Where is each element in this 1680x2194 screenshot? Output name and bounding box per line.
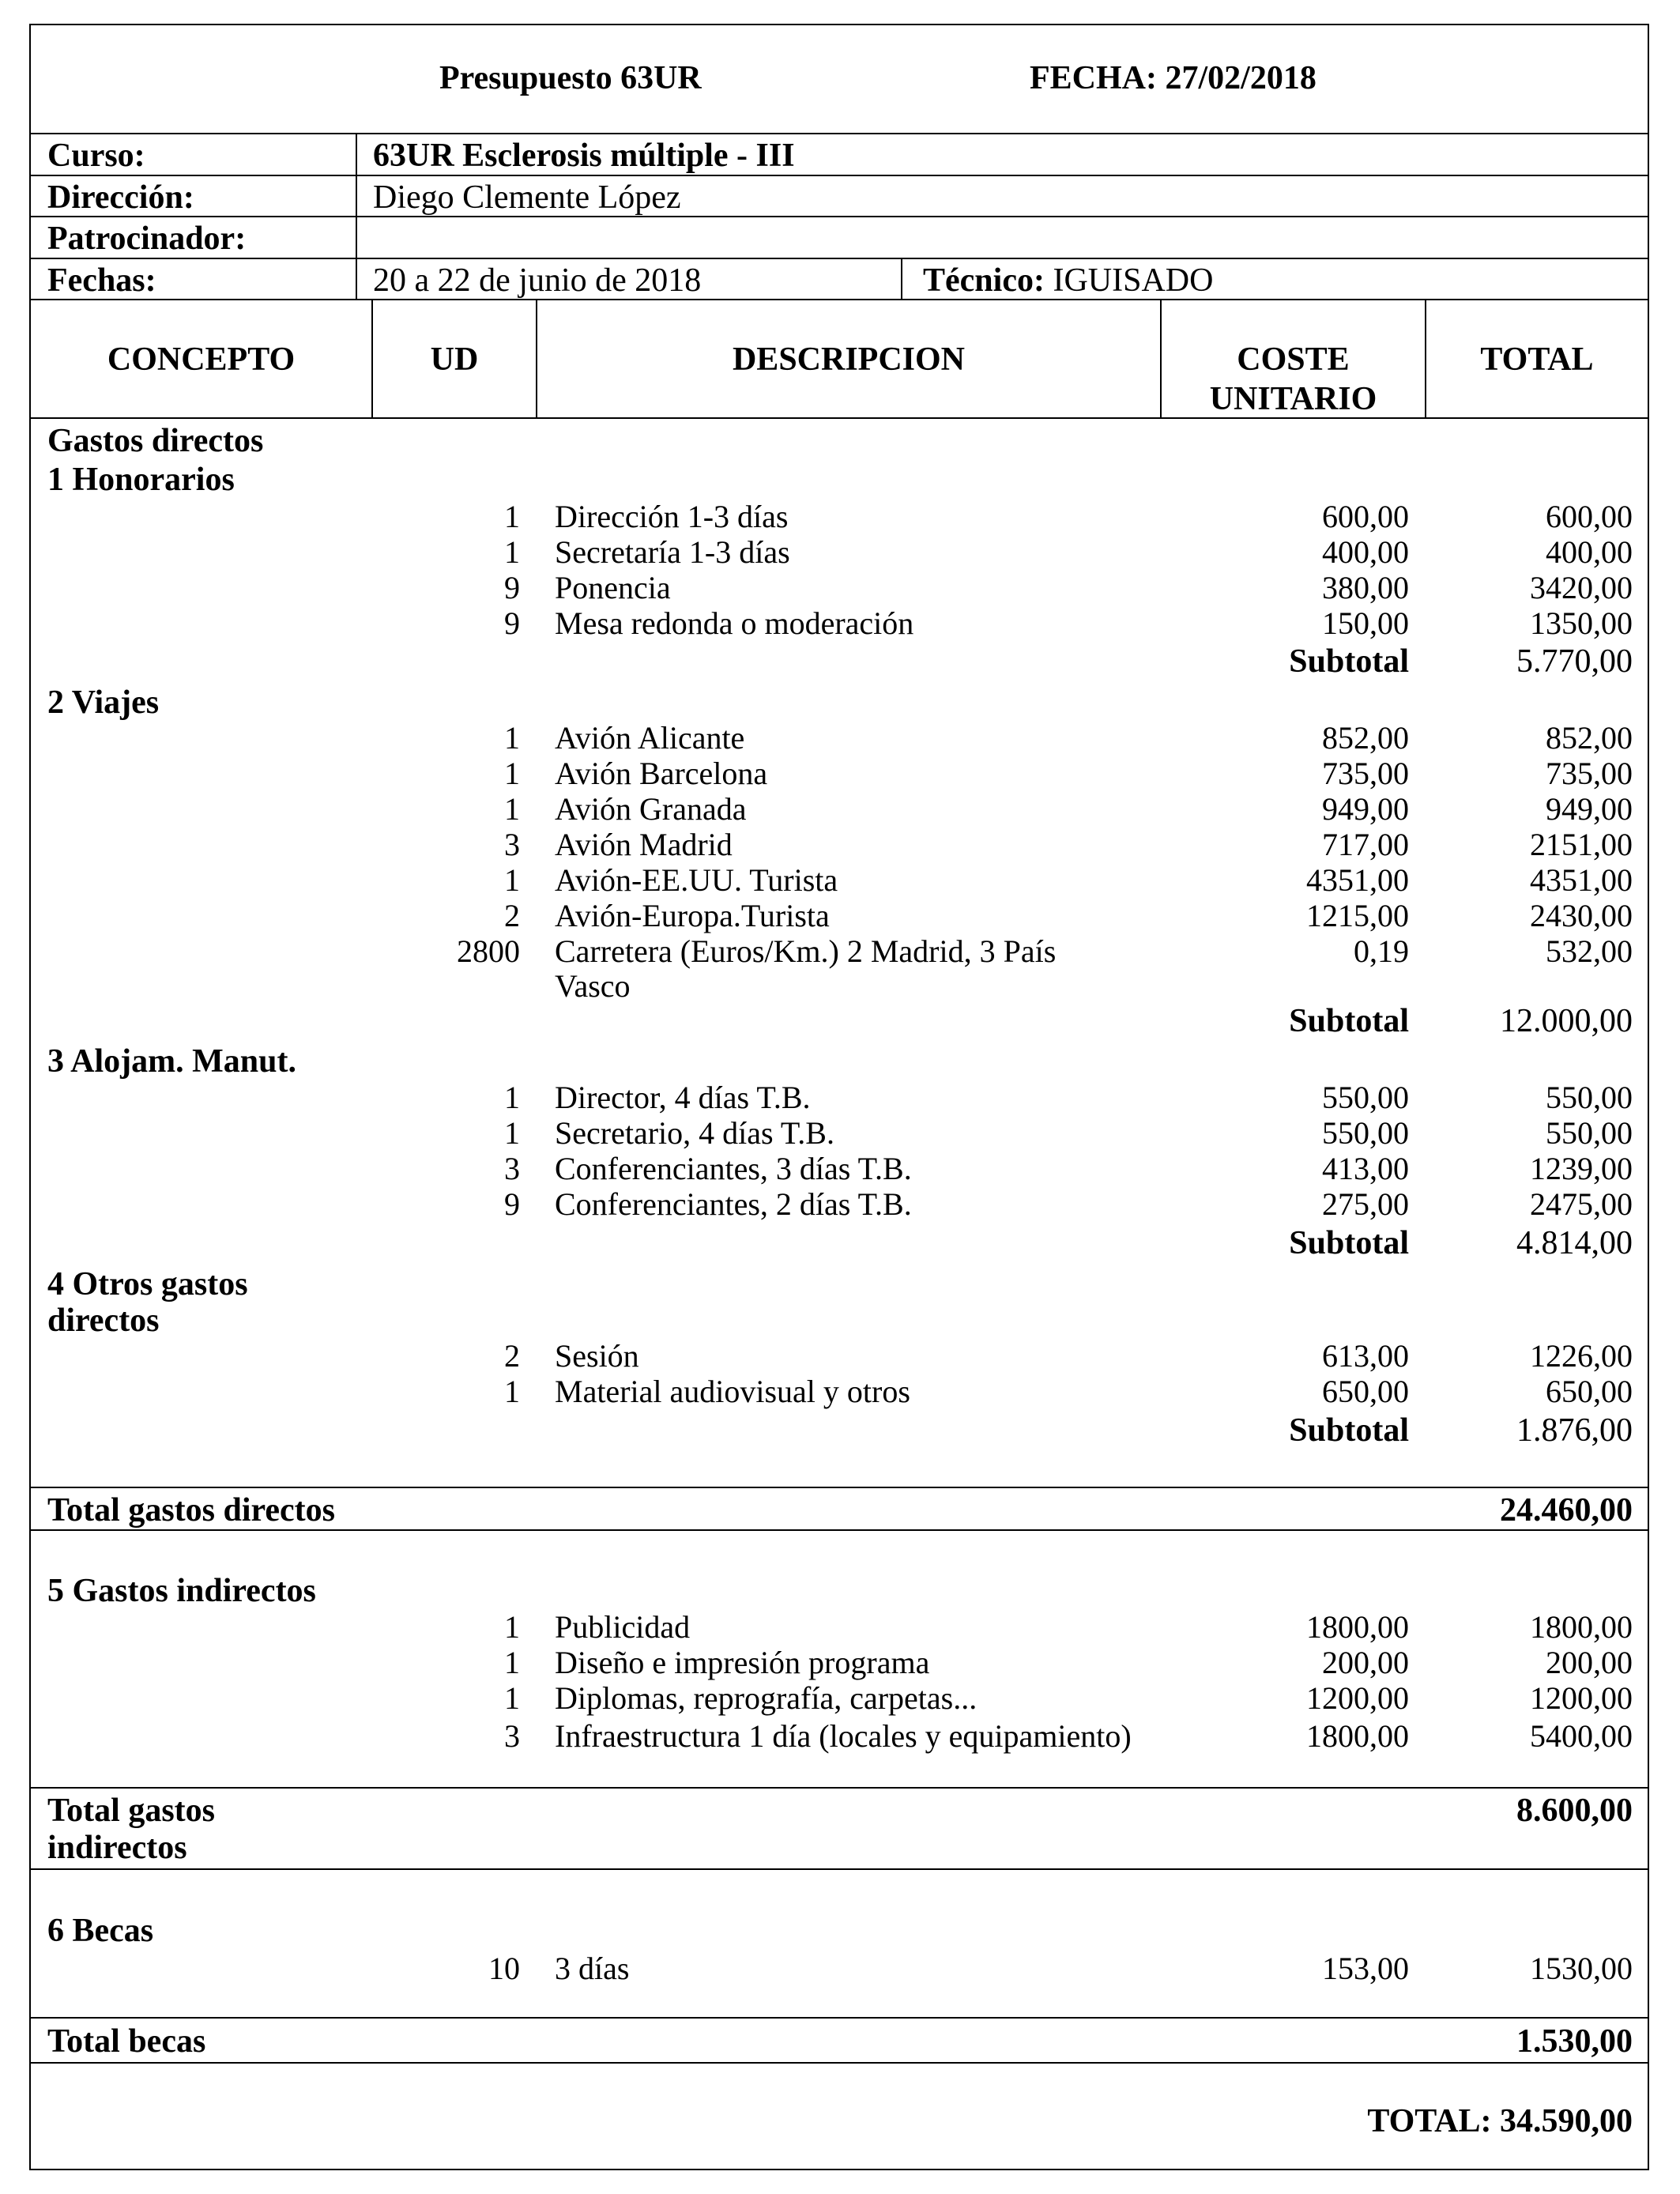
subtotal-value: 5.770,00 (1516, 643, 1633, 680)
row-total: 650,00 (1546, 1374, 1633, 1409)
patrocinador-label: Patrocinador: (47, 221, 247, 257)
row-desc: Avión-EE.UU. Turista (555, 862, 838, 898)
subtotal-value: 12.000,00 (1500, 1003, 1633, 1039)
row-ud: 1 (504, 534, 520, 570)
section-viajes-title: 2 Viajes (47, 684, 160, 721)
row-total: 1200,00 (1530, 1680, 1633, 1716)
total-becas-label: Total becas (47, 2023, 206, 2060)
row-total: 1800,00 (1530, 1609, 1633, 1645)
subtotal-label: Subtotal (1289, 643, 1409, 680)
row-total: 1226,00 (1530, 1338, 1633, 1374)
row-ud: 1 (504, 1080, 520, 1115)
row-ud: 9 (504, 570, 520, 605)
total-becas-value: 1.530,00 (1516, 2023, 1633, 2060)
row-ud: 2 (504, 1338, 520, 1374)
subtotal-value: 4.814,00 (1516, 1225, 1633, 1261)
row-coste: 153,00 (1322, 1951, 1409, 1986)
row-desc: Publicidad (555, 1609, 691, 1645)
row-total: 3420,00 (1530, 570, 1633, 605)
row-desc: Carretera (Euros/Km.) 2 Madrid, 3 País (555, 933, 1057, 969)
row-ud: 1 (504, 1374, 520, 1409)
row-ud: 1 (504, 791, 520, 827)
row-total: 1350,00 (1530, 605, 1633, 641)
row-total: 1239,00 (1530, 1151, 1633, 1186)
row-desc: Avión-Europa.Turista (555, 898, 830, 933)
row-coste: 949,00 (1322, 791, 1409, 827)
direccion-value: Diego Clemente López (373, 179, 681, 216)
row-total: 532,00 (1546, 933, 1633, 969)
row-desc: Mesa redonda o moderación (555, 605, 914, 641)
fechas-value: 20 a 22 de junio de 2018 (373, 262, 702, 299)
col-ud: UD (430, 341, 479, 378)
row-coste: 413,00 (1322, 1151, 1409, 1186)
row-desc: Director, 4 días T.B. (555, 1080, 811, 1115)
row-ud: 9 (504, 605, 520, 641)
row-ud: 1 (504, 499, 520, 534)
row-ud: 3 (504, 1718, 520, 1754)
subtotal-label: Subtotal (1289, 1412, 1409, 1449)
row-desc: Avión Madrid (555, 827, 733, 862)
row-desc-continued: Vasco (555, 968, 631, 1004)
row-coste: 1800,00 (1306, 1609, 1409, 1645)
row-ud: 3 (504, 1151, 520, 1186)
row-coste: 613,00 (1322, 1338, 1409, 1374)
row-desc: Secretario, 4 días T.B. (555, 1115, 834, 1151)
direccion-label: Dirección: (47, 179, 194, 216)
tecnico-label: Técnico: (923, 262, 1045, 299)
row-desc: Ponencia (555, 570, 671, 605)
row-coste: 1215,00 (1306, 898, 1409, 933)
row-ud: 1 (504, 1609, 520, 1645)
row-coste: 650,00 (1322, 1374, 1409, 1409)
row-desc: 3 días (555, 1951, 630, 1986)
row-coste: 200,00 (1322, 1645, 1409, 1680)
row-desc: Diplomas, reprografía, carpetas... (555, 1680, 977, 1716)
row-total: 1530,00 (1530, 1951, 1633, 1986)
row-coste: 550,00 (1322, 1115, 1409, 1151)
tecnico-field (923, 264, 1213, 297)
row-desc: Infraestructura 1 día (locales y equipamiento) (555, 1718, 1132, 1754)
subtotal-label: Subtotal (1289, 1003, 1409, 1039)
row-desc: Secretaría 1-3 días (555, 534, 790, 570)
document-date: FECHA: 27/02/2018 (1030, 60, 1317, 96)
section-becas-title: 6 Becas (47, 1913, 154, 1949)
row-total: 852,00 (1546, 720, 1633, 756)
total-indirectos-label-cont: indirectos (47, 1830, 187, 1866)
row-desc: Material audiovisual y otros (555, 1374, 910, 1409)
col-unitario: UNITARIO (1209, 381, 1377, 417)
row-total: 550,00 (1546, 1080, 1633, 1115)
curso-value: 63UR Esclerosis múltiple - III (373, 138, 795, 174)
subtotal-label: Subtotal (1289, 1225, 1409, 1261)
col-coste: COSTE (1237, 341, 1350, 378)
row-ud: 1 (504, 1680, 520, 1716)
col-total: TOTAL (1480, 341, 1594, 378)
section-otros-title: 4 Otros gastos (47, 1266, 248, 1302)
row-ud: 1 (504, 720, 520, 756)
row-ud: 1 (504, 756, 520, 791)
row-coste: 735,00 (1322, 756, 1409, 791)
col-descripcion: DESCRIPCION (732, 341, 966, 378)
row-total: 2430,00 (1530, 898, 1633, 933)
row-desc: Conferenciantes, 2 días T.B. (555, 1186, 912, 1222)
row-ud: 2800 (457, 933, 520, 969)
curso-label: Curso: (47, 138, 145, 174)
section-alojamiento-title: 3 Alojam. Manut. (47, 1043, 296, 1080)
row-total: 600,00 (1546, 499, 1633, 534)
row-ud: 1 (504, 862, 520, 898)
row-total: 550,00 (1546, 1115, 1633, 1151)
section-indirectos-title: 5 Gastos indirectos (47, 1573, 316, 1609)
row-coste: 1800,00 (1306, 1718, 1409, 1754)
subtotal-value: 1.876,00 (1516, 1412, 1633, 1449)
tecnico-value: IGUISADO (1053, 262, 1214, 299)
total-directos-label: Total gastos directos (47, 1492, 336, 1529)
row-coste: 600,00 (1322, 499, 1409, 534)
total-indirectos-label: Total gastos (47, 1793, 215, 1829)
row-total: 735,00 (1546, 756, 1633, 791)
gastos-directos-heading: Gastos directos (47, 423, 264, 459)
section-honorarios-title: 1 Honorarios (47, 462, 235, 498)
row-desc: Conferenciantes, 3 días T.B. (555, 1151, 912, 1186)
total-directos-value: 24.460,00 (1500, 1492, 1633, 1529)
row-coste: 1200,00 (1306, 1680, 1409, 1716)
row-total: 2475,00 (1530, 1186, 1633, 1222)
row-coste: 275,00 (1322, 1186, 1409, 1222)
row-coste: 400,00 (1322, 534, 1409, 570)
row-coste: 0,19 (1354, 933, 1409, 969)
row-ud: 1 (504, 1645, 520, 1680)
row-desc: Avión Barcelona (555, 756, 768, 791)
row-ud: 1 (504, 1115, 520, 1151)
row-total: 949,00 (1546, 791, 1633, 827)
row-coste: 717,00 (1322, 827, 1409, 862)
row-coste: 4351,00 (1306, 862, 1409, 898)
row-desc: Avión Alicante (555, 720, 745, 756)
row-total: 2151,00 (1530, 827, 1633, 862)
row-total: 5400,00 (1530, 1718, 1633, 1754)
row-desc: Sesión (555, 1338, 639, 1374)
row-desc: Avión Granada (555, 791, 747, 827)
grand-total: TOTAL: 34.590,00 (1367, 2103, 1633, 2139)
row-ud: 2 (504, 898, 520, 933)
row-ud: 3 (504, 827, 520, 862)
document-title: Presupuesto 63UR (439, 60, 702, 96)
col-concepto: CONCEPTO (107, 341, 296, 378)
row-total: 400,00 (1546, 534, 1633, 570)
row-coste: 380,00 (1322, 570, 1409, 605)
row-ud: 10 (488, 1951, 520, 1986)
row-ud: 9 (504, 1186, 520, 1222)
row-total: 200,00 (1546, 1645, 1633, 1680)
section-otros-title-cont: directos (47, 1302, 160, 1339)
row-total: 4351,00 (1530, 862, 1633, 898)
total-indirectos-value: 8.600,00 (1516, 1793, 1633, 1829)
row-coste: 150,00 (1322, 605, 1409, 641)
row-coste: 852,00 (1322, 720, 1409, 756)
row-desc: Dirección 1-3 días (555, 499, 789, 534)
row-coste: 550,00 (1322, 1080, 1409, 1115)
row-desc: Diseño e impresión programa (555, 1645, 930, 1680)
fechas-label: Fechas: (47, 262, 156, 299)
